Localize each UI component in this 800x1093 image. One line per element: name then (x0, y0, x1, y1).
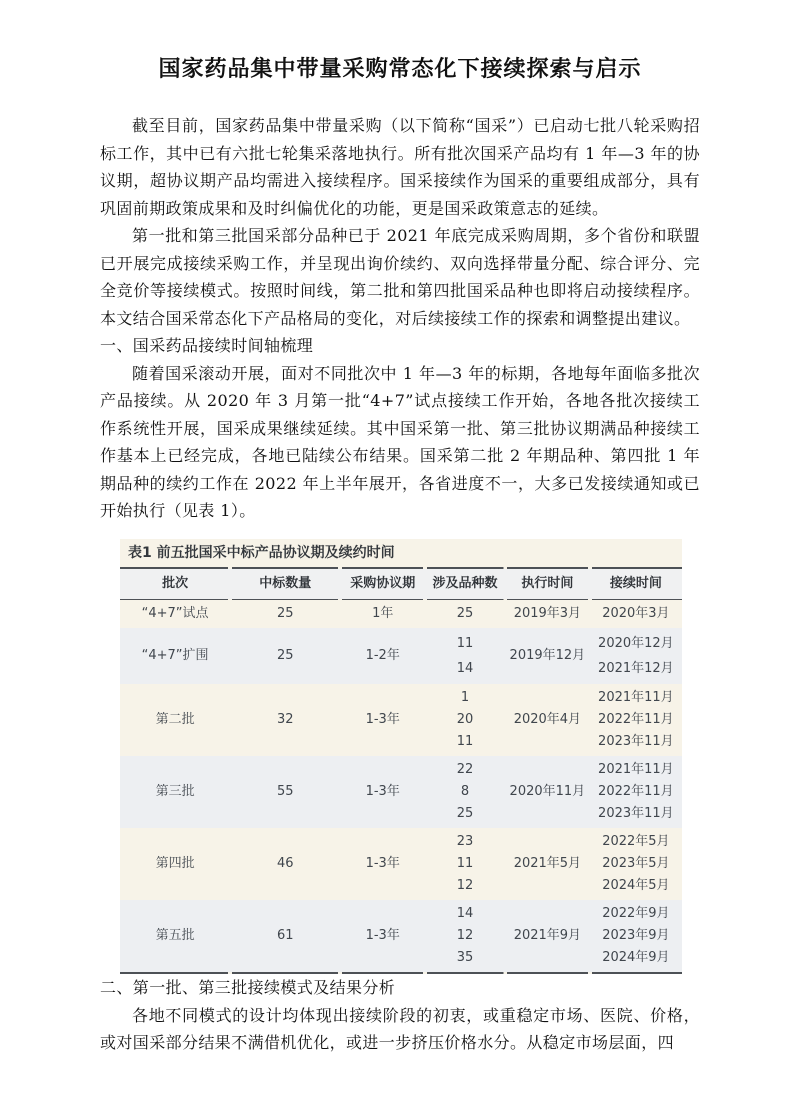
page-title: 国家药品集中带量采购常态化下接续探索与启示 (158, 56, 642, 82)
cell-varieties-value: 12 (456, 878, 474, 893)
cell-batch: “4+7”试点 (141, 606, 209, 621)
cell-varieties-value: 20 (456, 712, 474, 727)
table-row (120, 828, 682, 900)
table-row (120, 900, 682, 972)
cell-varieties (425, 900, 505, 972)
cell-renewal-times-value: 2021年11月 (598, 762, 674, 777)
cell-batch: 第二批 (155, 712, 195, 727)
cell-awarded: 61 (276, 928, 294, 943)
cell-renewal-times-value: 2022年11月 (598, 712, 674, 727)
cell-varieties-value: 25 (456, 606, 474, 621)
cell-varieties (425, 828, 505, 900)
table-body (120, 600, 682, 972)
cell-awarded: 55 (276, 784, 294, 799)
column-header-renewal: 接续时间 (609, 575, 662, 591)
cell-varieties-value: 11 (456, 636, 474, 651)
cell-varieties (425, 600, 505, 628)
cell-renewal-times-value: 2022年9月 (602, 906, 670, 921)
column-header-batch: 批次 (162, 575, 189, 591)
cell-varieties-value: 11 (456, 856, 474, 871)
cell-varieties-value: 35 (456, 950, 474, 965)
cell-period: 1-3年 (365, 712, 400, 727)
table-header-row (120, 569, 682, 599)
cell-renewal-times-value: 2024年5月 (602, 878, 670, 893)
paragraph-1: 截至目前，国家药品集中带量采购（以下简称“国采”）已启动七批八轮采购招标工作，其中已有六批七轮集采落地执行。所有批次国采产品均有 1 年—3 年的协议期，超协议期产品均需进入接续程序。国采接续作为国采的重要组成部分，具有巩固前期政策成果和及时纠偏优化的功能，更是国采政策意志的延续。 (100, 116, 700, 218)
cell-renewal-times-value: 2022年5月 (602, 834, 670, 849)
cell-period: 1-2年 (365, 648, 400, 663)
paragraph-3: 随着国采滚动开展，面对不同批次中 1 年—3 年的标期，各地每年面临多批次产品接续。从 2020 年 3 月第一批“4+7”试点接续工作开始，各地各批次接续工作系统性开展，国采成果继续延续。其中国采第一批、第三批协议期满品种接续工作基本上已经完成，各地已陆续公布结果。国采第二批 2 年期品种、第四批 1 年期品种的续约工作在 2022 年上半年展开，各省进度不一，大多已发接续通知或已开始执行（见表 1）。 (100, 363, 700, 520)
cell-renewal-times-value: 2023年11月 (598, 734, 674, 749)
cell-varieties-value: 12 (456, 928, 474, 943)
section-heading-1: 一、国采药品接续时间轴梳理 (100, 336, 314, 355)
column-header-exec-time: 执行时间 (521, 575, 574, 591)
cell-renewal-times (590, 684, 682, 756)
cell-renewal-times (590, 600, 682, 628)
cell-renewal-times-value: 2023年11月 (598, 806, 674, 821)
table-row (120, 684, 682, 756)
table-row (120, 756, 682, 828)
cell-period: 1-3年 (365, 784, 400, 799)
cell-exec-time: 2020年11月 (509, 784, 586, 799)
cell-exec-time: 2020年4月 (513, 712, 582, 727)
cell-period: 1-3年 (365, 928, 400, 943)
paragraph-4: 各地不同模式的设计均体现出接续阶段的初衷，或重稳定市场、医院、价格，或对国采部分结果不满借机优化，或进一步挤压价格水分。从稳定市场层面，四 (100, 1005, 700, 1052)
table-1 (120, 539, 682, 975)
section-heading-2: 二、第一批、第三批接续模式及结果分析 (100, 978, 396, 997)
cell-renewal-times-value: 2023年9月 (602, 928, 670, 943)
cell-period: 1年 (372, 606, 394, 621)
table-row (120, 628, 682, 684)
cell-exec-time: 2021年9月 (513, 928, 582, 943)
cell-batch: 第三批 (155, 784, 195, 799)
cell-renewal-times-value: 2020年3月 (602, 606, 670, 621)
cell-batch: 第五批 (155, 928, 195, 943)
cell-varieties (425, 628, 505, 684)
cell-batch: 第四批 (155, 856, 195, 871)
cell-renewal-times (590, 900, 682, 972)
cell-varieties-value: 23 (456, 834, 474, 849)
cell-awarded: 32 (276, 712, 294, 727)
cell-varieties (425, 684, 505, 756)
cell-renewal-times-value: 2021年12月 (598, 661, 674, 676)
cell-renewal-times-value: 2020年12月 (598, 636, 674, 651)
cell-varieties-value: 11 (456, 734, 474, 749)
cell-batch: “4+7”扩围 (141, 648, 209, 663)
cell-varieties-value: 1 (460, 690, 470, 705)
column-header-awarded: 中标数量 (259, 575, 312, 591)
cell-varieties-value: 14 (456, 906, 474, 921)
cell-renewal-times-value: 2024年9月 (602, 950, 670, 965)
cell-awarded: 25 (276, 606, 294, 621)
cell-varieties-value: 14 (456, 661, 474, 676)
column-header-varieties: 涉及品种数 (432, 575, 498, 591)
cell-varieties-value: 8 (460, 784, 470, 799)
cell-awarded: 46 (276, 856, 294, 871)
cell-awarded: 25 (276, 648, 294, 663)
cell-exec-time: 2019年3月 (513, 606, 582, 621)
cell-varieties-value: 25 (456, 806, 474, 821)
cell-renewal-times (590, 756, 682, 828)
table-title: 表1 前五批国采中标产品协议期及续约时间 (128, 544, 395, 561)
cell-varieties-value: 22 (456, 762, 474, 777)
cell-renewal-times-value: 2021年11月 (598, 690, 674, 705)
cell-exec-time: 2019年12月 (509, 648, 586, 663)
cell-renewal-times (590, 828, 682, 900)
cell-varieties (425, 756, 505, 828)
cell-renewal-times-value: 2022年11月 (598, 784, 674, 799)
column-header-period: 采购协议期 (350, 575, 416, 591)
cell-exec-time: 2021年5月 (513, 856, 582, 871)
cell-period: 1-3年 (365, 856, 400, 871)
table-row (120, 600, 682, 628)
cell-renewal-times-value: 2023年5月 (602, 856, 670, 871)
paragraph-2: 第一批和第三批国采部分品种已于 2021 年底完成采购周期，多个省份和联盟已开展完成接续采购工作，并呈现出询价续约、双向选择带量分配、综合评分、完全竞价等接续模式。按照时间线，第二批和第四批国采品种也即将启动接续程序。本文结合国采常态化下产品格局的变化，对后续接续工作的探索和调整提出建议。 (100, 226, 700, 328)
cell-renewal-times (590, 628, 682, 684)
